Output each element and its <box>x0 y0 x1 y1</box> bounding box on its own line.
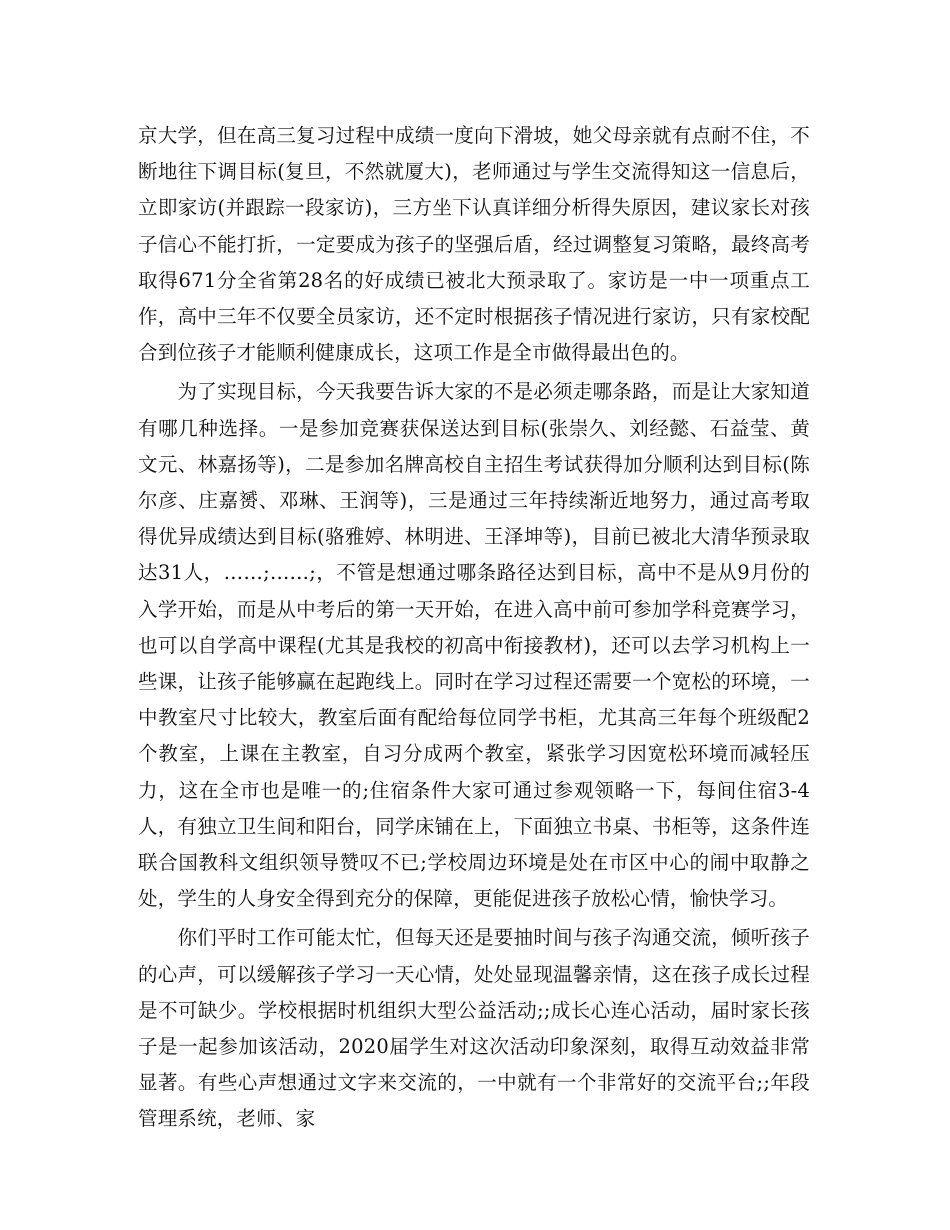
document-body <box>138 118 810 1138</box>
paragraph-3: 你们平时工作可能太忙，但每天还是要抽时间与孩子沟通交流，倾听孩子的心声，可以缓解孩子学习一天心情，处处显现温馨亲情，这在孩子成长过程是不可缺少。学校根据时机组织大型公益活动;;成长心连心活动，届时家长孩子是一起参加该活动，2020届学生对这次活动印象深刻，取得互动效益非常显著。有些心声想通过文字来交流的，一中就有一个非常好的交流平台;;年段管理系统，老师、家 <box>138 926 810 1131</box>
paragraph-1: 京大学，但在高三复习过程中成绩一度向下滑坡，她父母亲就有点耐不住，不断地往下调目标(复旦，不然就厦大)，老师通过与学生交流得知这一信息后，立即家访(并跟踪一段家访)，三方坐下认真详细分析得失原因，建议家长对孩子信心不能打折，一定要成为孩子的坚强后盾，经过调整复习策略，最终高考取得671分全省第28名的好成绩已被北大预录取了。家访是一中一项重点工作，高中三年不仅要全员家访，还不定时根据孩子情况进行家访，只有家校配合到位孩子才能顺利健康成长，这项工作是全市做得最出色的。 <box>138 124 810 365</box>
paragraph-2: 为了实现目标，今天我要告诉大家的不是必须走哪条路，而是让大家知道有哪几种选择。一是参加竞赛获保送达到目标(张崇久、刘经懿、石益莹、黄文元、林嘉扬等)，二是参加名牌高校自主招生考试获得加分顺利达到目标(陈尔彦、庄嘉赟、邓琳、王润等)，三是通过三年持续渐近地努力，通过高考取得优异成绩达到目标(骆雅婷、林明进、王泽坤等)，目前已被北大清华预录取达31人，……;……;，不管是想通过哪条路径达到目标，高中不是从9月份的入学开始，而是从中考后的第一天开始，在进入高中前可参加学科竞赛学习，也可以自学高中课程(尤其是我校的初高中衔接教材)，还可以去学习机构上一些课，让孩子能够赢在起跑线上。同时在学习过程还需要一个宽松的环境，一中教室尺寸比较大，教室后面有配给每位同学书柜，尤其高三年每个班级配2个教室，上课在主教室，自习分成两个教室，紧张学习因宽松环境而减轻压力，这在全市也是唯一的;住宿条件大家可通过参观领略一下，每间住宿3-4人，有独立卫生间和阳台，同学床铺在上，下面独立书桌、书柜等，这条件连联合国教科文组织领导赞叹不已;学校周边环境是处在市区中心的闹中取静之处，学生的人身安全得到充分的保障，更能促进孩子放松心情，愉快学习。 <box>138 380 810 911</box>
